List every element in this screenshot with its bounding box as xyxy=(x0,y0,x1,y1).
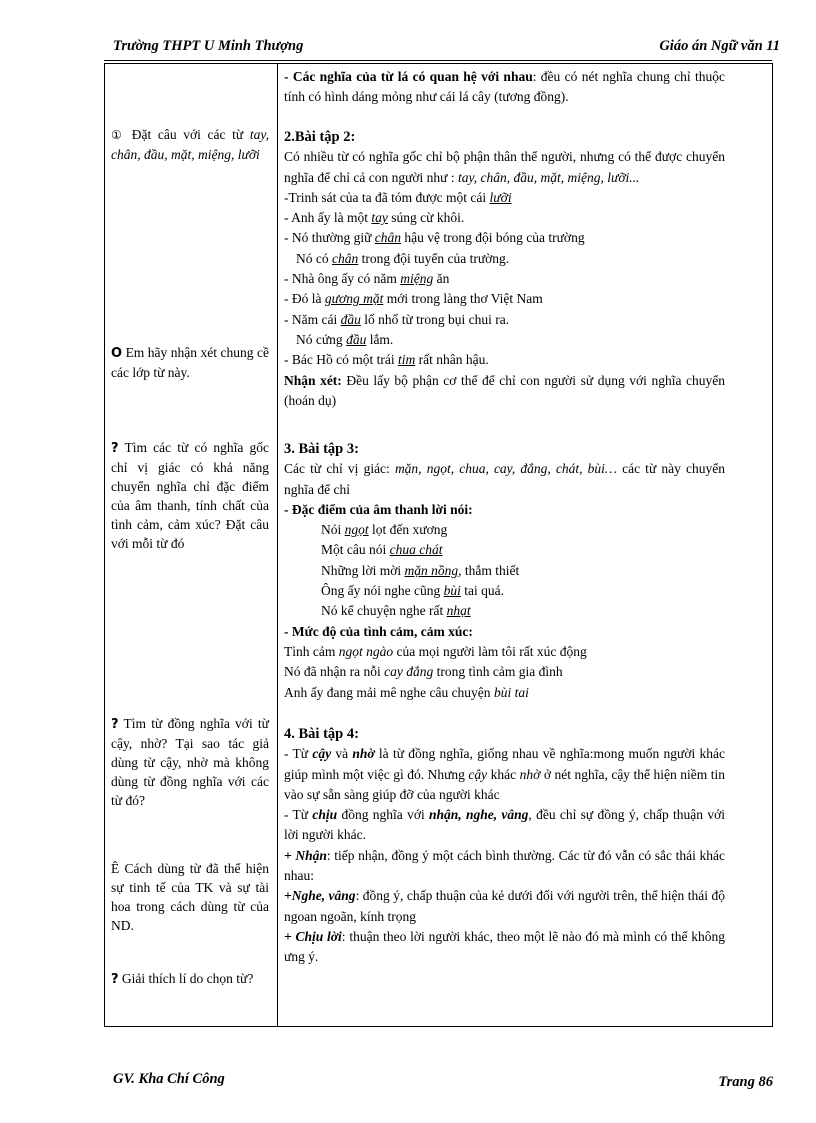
example-sentence: Nó cứng đầu lắm. xyxy=(296,331,394,347)
q6-text: Giải thích lí do chọn từ? xyxy=(121,971,254,986)
q4-text: Tìm từ đồng nghĩa với từ cậy, nhờ? Tại sao tác giả dùng từ cậy, nhờ mà không dùng từ đồng nghĩa với các từ đó? xyxy=(111,716,269,808)
footer-page-number: Trang 86 xyxy=(718,1074,773,1090)
q1-text: Đặt câu với các từ xyxy=(131,127,244,142)
table-border-left xyxy=(104,63,105,1027)
table-column-divider xyxy=(277,63,278,1027)
exercise-2 xyxy=(284,127,725,411)
question-icon: ? xyxy=(111,717,119,732)
exercise-4-paragraph-2: - Từ chịu đồng nghĩa với nhận, nghe, vâng, đều chỉ sự đồng ý, chấp thuận với lời người khác. xyxy=(284,807,725,843)
left-q6 xyxy=(111,969,269,989)
exercise-3-heading-emotion: - Mức độ của tình cảm, cảm xúc: xyxy=(284,623,473,639)
circled-one-icon: ① xyxy=(111,128,126,142)
question-icon: ? xyxy=(111,441,119,456)
header-divider-2 xyxy=(104,63,772,64)
exercise-4-paragraph-1: - Từ cậy và nhờ là từ đồng nghĩa, giống nhau về nghĩa:mong muốn người khác giúp mình một việc gì đó. Nhưng cậy khác nhờ ở nét nghĩa, cậy thể hiện niềm tin vào sự sẵn sàng giúp đỡ của người khác xyxy=(284,746,726,802)
exercise-4 xyxy=(284,724,725,968)
exercise-3 xyxy=(284,439,725,703)
header-divider xyxy=(104,60,772,61)
example-sentence: Nó đã nhận ra nỗi cay đắng trong tình cảm gia đình xyxy=(284,664,563,680)
bullet-circle-icon: O xyxy=(111,346,123,361)
exercise-3-heading-sound: - Đặc điểm của âm thanh lời nói: xyxy=(284,501,473,517)
exercise-2-title: 2.Bài tập 2: xyxy=(284,129,356,145)
q2-text: Em hãy nhận xét chung cề các lớp từ này. xyxy=(111,345,269,380)
example-sentence: Ông ấy nói nghe cũng bùi tai quá. xyxy=(321,583,504,599)
example-sentence: Tình cảm ngọt ngào của mọi người làm tôi rất xúc động xyxy=(284,643,587,659)
example-sentence: - Bác Hồ có một trái tim rất nhân hậu. xyxy=(284,352,489,368)
exercise-2-remark: Nhận xét: Đều lấy bộ phận cơ thể để chỉ con người sử dụng với nghĩa chuyển (hoán dụ) xyxy=(284,372,725,408)
q1-words: tay, chân, đầu, mặt, miệng, lưỡi xyxy=(111,127,270,162)
example-sentence: - Nó thường giữ chân hậu vệ trong đội bóng của trường xyxy=(284,230,585,246)
q5-text: Cách dùng từ đã thể hiện sự tinh tế của TK và sự tài hoa trong cách dùng từ của ND. xyxy=(111,861,269,933)
intro-paragraph: - Các nghĩa của từ lá có quan hệ với nhau: đều có nét nghĩa chung chỉ thuộc tính có hình dáng mỏng như cái lá cây (tương đồng). xyxy=(284,69,726,105)
q3-text: Tìm các từ có nghĩa gốc chỉ vị giác có khả năng chuyển nghĩa chỉ đặc điểm của âm thanh, tính chất của tình cảm, cảm xúc? Đặt câu với mỗi từ đó xyxy=(111,440,269,551)
exercise-4-title: 4. Bài tập 4: xyxy=(284,726,359,742)
exercise-4-paragraph-4: +Nghe, vâng: đồng ý, chấp thuận của kẻ dưới đối với người trên, thể hiện thái độ ngoan ngoãn, kính trọng xyxy=(284,888,725,924)
example-sentence: Một câu nói chua chát xyxy=(321,542,443,558)
left-q5 xyxy=(111,859,269,935)
example-sentence: Nói ngọt lọt đến xương xyxy=(321,522,448,538)
exercise-2-intro: Có nhiều từ có nghĩa gốc chỉ bộ phận thân thể người, nhưng có thể được chuyển nghĩa để chỉ cả con người như : tay, chân, đầu, mặt, miệng, lưỡi... xyxy=(284,149,725,185)
example-sentence: Những lời mời mặn nồng, thắm thiết xyxy=(321,562,520,578)
example-sentence: -Trinh sát của ta đã tóm được một cái lưỡi xyxy=(284,189,512,205)
example-sentence: Nó có chân trong đội tuyển của trường. xyxy=(296,250,510,266)
exercise-3-intro: Các từ chỉ vị giác: mặn, ngọt, chua, cay, đắng, chát, bùi… các từ này chuyển nghĩa để chỉ xyxy=(284,461,725,497)
example-sentence: - Anh ấy là một tay súng cừ khôi. xyxy=(284,210,465,226)
example-sentence: - Năm cái đầu lố nhố từ trong bụi chui ra. xyxy=(284,311,510,327)
exercise-3-title: 3. Bài tập 3: xyxy=(284,441,359,457)
example-sentence: - Nhà ông ấy có năm miệng ăn xyxy=(284,271,450,287)
left-q1 xyxy=(111,125,269,164)
exercise-4-paragraph-3: + Nhận: tiếp nhận, đồng ý một cách bình thường. Các từ đó vẫn có sắc thái khác nhau: xyxy=(284,847,725,884)
example-sentence: - Đó là gương mặt mới trong làng thơ Việt Nam xyxy=(284,291,543,307)
pointer-icon: Ê xyxy=(111,861,120,876)
example-sentence: Anh ấy đang mải mê nghe câu chuyện bùi tai xyxy=(284,684,529,700)
table-border-bottom xyxy=(104,1026,773,1027)
header-school: Trường THPT U Minh Thượng xyxy=(113,38,304,54)
left-q2 xyxy=(111,343,269,382)
left-q4 xyxy=(111,714,269,810)
exercise-4-paragraph-5: + Chịu lời: thuận theo lời người khác, theo một lẽ nào đó mà mình có thể không ưng ý. xyxy=(284,928,725,965)
question-icon: ? xyxy=(111,972,119,987)
left-q3 xyxy=(111,438,269,553)
header-subject: Giáo án Ngữ văn 11 xyxy=(659,38,780,54)
footer-teacher: GV. Kha Chí Công xyxy=(113,1071,225,1087)
table-border-right xyxy=(772,63,773,1027)
example-sentence: Nó kể chuyện nghe rất nhạt xyxy=(321,603,471,619)
